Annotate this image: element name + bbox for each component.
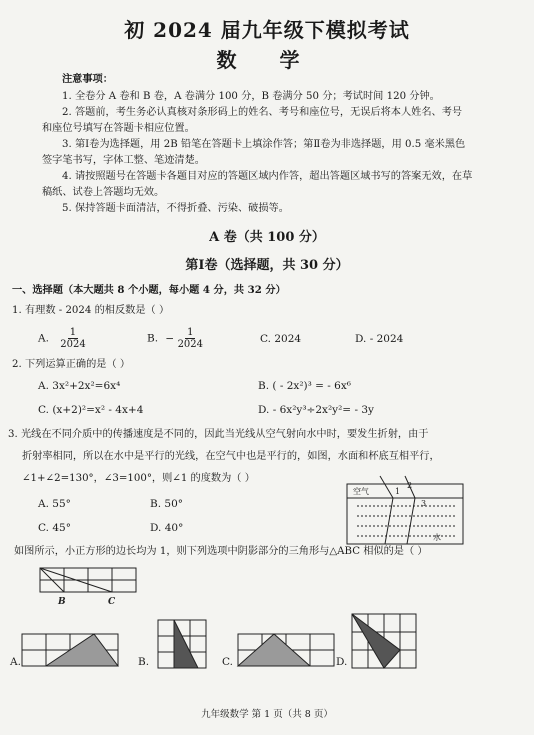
q3-option-a: A. 55° [38, 498, 71, 510]
q2-stem: 2. 下列运算正确的是（ ） [12, 359, 131, 370]
choice-heading: 一、选择题（本大题共 8 个小题，每小题 4 分，共 32 分） [12, 284, 286, 296]
q1-b-fraction [178, 327, 203, 350]
angle-3-label: 3 [421, 499, 427, 508]
q2-option-b: B. ( - 2x²)³ = - 6x⁶ [258, 380, 351, 392]
q1-b-sign: − [165, 332, 175, 345]
notice-item-1: 1. 全卷分 A 卷和 B 卷，A 卷满分 100 分，B 卷满分 50 分；考试时间 120 分钟。 [62, 91, 440, 102]
q3-option-b: B. 50° [150, 498, 184, 510]
q2-option-c: C. (x+2)²=x² - 4x+4 [38, 404, 144, 416]
q1-option-c: C. 2024 [260, 333, 302, 345]
q4-option-d-figure [352, 614, 418, 670]
q4-reference-grid [40, 568, 140, 608]
q3-option-c: C. 45° [38, 522, 71, 534]
shaded-triangle [174, 620, 198, 668]
q3-line-1: 3. 光线在不同介质中的传播速度是不同的，因此当光线从空气射向水中时，要发生折射，由于 [8, 429, 429, 440]
page-footer: 九年级数学 第 1 页（共 8 页） [201, 709, 333, 720]
q1-a-fraction [60, 327, 85, 350]
part1-heading: 第Ⅰ卷（选择题，共 30 分） [185, 258, 349, 273]
light-ray-1-water [385, 498, 393, 544]
q4-option-a: A. [10, 656, 21, 668]
q2-option-a: A. 3x²+2x²=6x⁴ [38, 380, 121, 392]
light-ray-2-water [407, 498, 415, 544]
label-c: C [108, 597, 116, 607]
angle-2-label: 2 [407, 481, 413, 490]
q1-b-label: B. [147, 332, 159, 345]
q4-option-b: B. [138, 656, 150, 668]
light-ray-1-air [380, 476, 393, 498]
subject-title: 数 学 [216, 48, 318, 72]
q1-b-numerator: 1 [187, 327, 194, 338]
angle-1-label: 1 [395, 487, 401, 496]
q1-stem: 1. 有理数 - 2024 的相反数是（ ） [12, 305, 170, 316]
q4-option-c: C. [222, 656, 233, 668]
air-label: 空气 [353, 487, 369, 496]
shaded-triangle [352, 614, 400, 668]
water-label: 水 [433, 533, 441, 542]
q3-refraction-figure [345, 476, 465, 546]
notice-item-3-cont: 签字笔书写，字体工整、笔迹清楚。 [42, 155, 205, 166]
notice-item-3: 3. 第Ⅰ卷为选择题，用 2B 铅笔在答题卡上填涂作答；第Ⅱ卷为非选择题，用 0.5 毫米黑色 [62, 139, 466, 150]
q4-option-d: D. [336, 656, 348, 668]
notice-item-2: 2. 答题前，考生务必认真核对条形码上的姓名、考号和座位号，无误后将本人姓名、考号 [62, 107, 463, 118]
notice-heading: 注意事项： [62, 73, 113, 85]
q3-line-2: 折射率相同，所以在水中是平行的光线，在空气中也是平行的，如图，水面和杯底互相平行， [22, 451, 440, 462]
notice-item-4: 4. 请按照题号在答题卡各题目对应的答题区域内作答，超出答题区域书写的答案无效，在草 [62, 171, 473, 182]
q3-option-d: D. 40° [150, 522, 184, 534]
notice-item-5: 5. 保持答题卡面清洁，不得折叠、污染、破损等。 [62, 203, 289, 214]
notice-item-4-cont: 稿纸、试卷上答题均无效。 [42, 187, 165, 198]
q4-stem: 如图所示，小正方形的边长均为 1，则下列选项中阴影部分的三角形与△ABC 相似的是（ ） [14, 546, 428, 557]
q1-a-label: A. [38, 332, 49, 345]
label-b: B [58, 597, 66, 607]
q2-option-d: D. - 6x²y³÷2x²y²= - 3y [258, 404, 374, 416]
q3-line-3: ∠1+∠2=130°，∠3=100°，则∠1 的度数为（ ） [22, 473, 255, 484]
q1-a-numerator: 1 [69, 327, 77, 338]
q1-option-d: D. - 2024 [355, 333, 404, 345]
q1-option-a [38, 327, 86, 350]
q4-option-c-figure [238, 634, 338, 668]
q1-a-denominator: 2024 [60, 339, 86, 350]
exam-title: 初 2024 届九年级下模拟考试 [124, 18, 410, 42]
q1-b-denominator: 2024 [177, 339, 204, 350]
q4-option-b-figure [158, 620, 208, 670]
q1-option-b [147, 327, 203, 350]
section-a-heading: A 卷（共 100 分） [209, 230, 325, 245]
q4-option-a-figure [22, 634, 122, 668]
notice-item-2-cont: 和座位号填写在答题卡相应位置。 [42, 123, 195, 134]
